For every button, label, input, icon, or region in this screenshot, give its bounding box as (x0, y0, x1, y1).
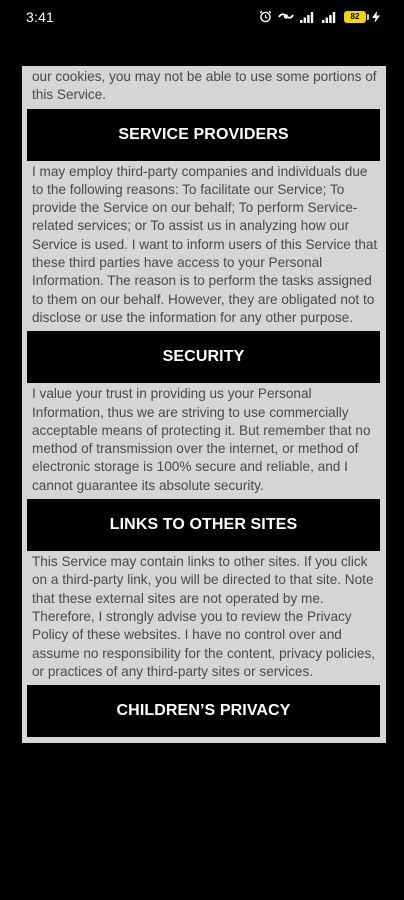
section-body-security: I value your trust in providing us your Personal Information, thus we are striving to use commercially acceptable means of protecting it. But remember that no method of transmission over the internet, or method of electronic storage is 100% secure and reliable, and I cannot guarantee its absolute security. (32, 386, 371, 493)
navigation-area (0, 820, 404, 900)
alarm-icon (259, 10, 272, 23)
signal-icon (300, 11, 316, 23)
status-time: 3:41 (26, 9, 55, 25)
section-body-links-to-other-sites: This Service may contain links to other sites. If you click on a third-party link, you will be directed to that site. Note that these external sites are not operated by me. Therefore, I strongly advise you to review the Privacy Policy of these websites. I have no control over and assume no responsibility for the content, privacy policies, or practices of any third-party sites or services. (32, 554, 376, 679)
section-header-service-providers: SERVICE PROVIDERS (27, 109, 380, 161)
status-bar (0, 0, 404, 36)
policy-content (22, 66, 386, 743)
battery-icon: 82 (344, 11, 366, 23)
section-header-links-to-other-sites: LINKS TO OTHER SITES (27, 499, 380, 551)
section-header-childrens-privacy: CHILDREN’S PRIVACY (27, 685, 380, 737)
section-body-childrens-privacy (22, 737, 386, 743)
charging-icon (372, 11, 380, 23)
signal-icon (322, 11, 338, 23)
section-header-security: SECURITY (27, 331, 380, 383)
section-body-service-providers: I may employ third-party companies and individuals due to the following reasons: To facilitate our Service; To provide the Service on our behalf; To perform Service-related services; or To assist us in analyzing how our Service is used. I want to inform users of this Service that these third parties have access to your Personal Information. The reason is to perform the tasks assigned to them on our behalf. However, they are obligated not to disclose or use the information for any other purpose. (32, 163, 378, 325)
policy-paragraph: our cookies, you may not be able to use some portions of this Service. (32, 69, 377, 103)
policy-scroll-view[interactable] (22, 69, 386, 820)
data-saver-icon (278, 10, 294, 23)
status-icons (259, 10, 380, 23)
